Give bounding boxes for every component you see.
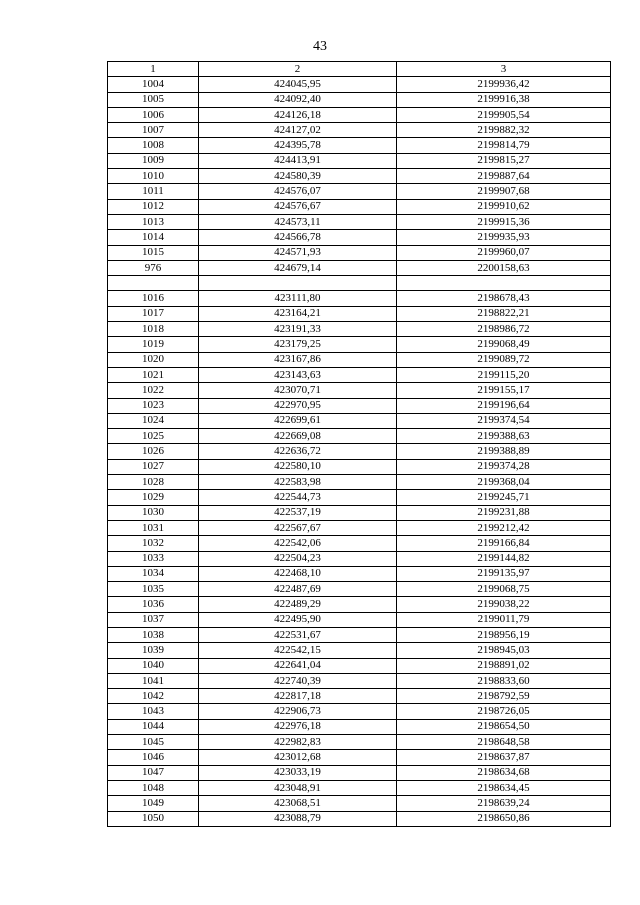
- table-row: [108, 735, 611, 750]
- x-coordinate-cell: 422669,08: [199, 429, 397, 444]
- table-row: [108, 689, 611, 704]
- y-coordinate-cell: 2199915,36: [397, 214, 611, 229]
- y-coordinate-cell: 2199135,97: [397, 566, 611, 581]
- x-coordinate-cell: [199, 276, 397, 291]
- table-row: [108, 337, 611, 352]
- y-coordinate-cell: 2198822,21: [397, 306, 611, 321]
- point-number-cell: 1008: [108, 138, 199, 153]
- point-number-cell: 1028: [108, 475, 199, 490]
- x-coordinate-cell: 424573,11: [199, 214, 397, 229]
- table-row: [108, 505, 611, 520]
- y-coordinate-cell: 2199068,75: [397, 582, 611, 597]
- x-coordinate-cell: 422906,73: [199, 704, 397, 719]
- table-row: [108, 260, 611, 275]
- x-coordinate-cell: 422504,23: [199, 551, 397, 566]
- column-header-2: 2: [199, 62, 397, 77]
- x-coordinate-cell: 424395,78: [199, 138, 397, 153]
- table-row: [108, 214, 611, 229]
- point-number-cell: 1011: [108, 184, 199, 199]
- point-number-cell: 1020: [108, 352, 199, 367]
- table-row: [108, 230, 611, 245]
- y-coordinate-cell: 2198650,86: [397, 811, 611, 826]
- x-coordinate-cell: 424679,14: [199, 260, 397, 275]
- table-row: [108, 719, 611, 734]
- x-coordinate-cell: 422699,61: [199, 413, 397, 428]
- point-number-cell: 1041: [108, 673, 199, 688]
- table-row: [108, 352, 611, 367]
- table-row: [108, 750, 611, 765]
- table-row: [108, 306, 611, 321]
- point-number-cell: 1040: [108, 658, 199, 673]
- table-row: [108, 490, 611, 505]
- y-coordinate-cell: 2199368,04: [397, 475, 611, 490]
- table-row: [108, 612, 611, 627]
- table-row: [108, 566, 611, 581]
- x-coordinate-cell: 422468,10: [199, 566, 397, 581]
- point-number-cell: 1018: [108, 322, 199, 337]
- x-coordinate-cell: 422740,39: [199, 673, 397, 688]
- table-row: [108, 765, 611, 780]
- x-coordinate-cell: 423191,33: [199, 322, 397, 337]
- table-row: [108, 796, 611, 811]
- point-number-cell: 976: [108, 260, 199, 275]
- x-coordinate-cell: 423167,86: [199, 352, 397, 367]
- y-coordinate-cell: 2199388,63: [397, 429, 611, 444]
- point-number-cell: 1010: [108, 169, 199, 184]
- point-number-cell: 1047: [108, 765, 199, 780]
- x-coordinate-cell: 422970,95: [199, 398, 397, 413]
- point-number-cell: 1034: [108, 566, 199, 581]
- point-number-cell: 1031: [108, 520, 199, 535]
- table-row: [108, 92, 611, 107]
- point-number-cell: 1043: [108, 704, 199, 719]
- x-coordinate-cell: 424576,07: [199, 184, 397, 199]
- point-number-cell: 1042: [108, 689, 199, 704]
- table-row: [108, 658, 611, 673]
- column-header-1: 1: [108, 62, 199, 77]
- x-coordinate-cell: 422542,15: [199, 643, 397, 658]
- point-number-cell: 1046: [108, 750, 199, 765]
- point-number-cell: 1027: [108, 459, 199, 474]
- table-row: [108, 398, 611, 413]
- table-row: [108, 123, 611, 138]
- table-row: [108, 383, 611, 398]
- point-number-cell: 1013: [108, 214, 199, 229]
- table-row: [108, 780, 611, 795]
- y-coordinate-cell: 2199935,93: [397, 230, 611, 245]
- y-coordinate-cell: 2199245,71: [397, 490, 611, 505]
- x-coordinate-cell: 423164,21: [199, 306, 397, 321]
- y-coordinate-cell: 2199038,22: [397, 597, 611, 612]
- y-coordinate-cell: 2199388,89: [397, 444, 611, 459]
- point-number-cell: 1026: [108, 444, 199, 459]
- y-coordinate-cell: 2199905,54: [397, 107, 611, 122]
- table-row: [108, 459, 611, 474]
- x-coordinate-cell: 422636,72: [199, 444, 397, 459]
- point-number-cell: 1012: [108, 199, 199, 214]
- point-number-cell: 1032: [108, 536, 199, 551]
- point-number-cell: 1035: [108, 582, 199, 597]
- table-row: [108, 582, 611, 597]
- table-row: [108, 184, 611, 199]
- y-coordinate-cell: 2199374,28: [397, 459, 611, 474]
- x-coordinate-cell: 422817,18: [199, 689, 397, 704]
- y-coordinate-cell: 2199115,20: [397, 367, 611, 382]
- point-number-cell: 1007: [108, 123, 199, 138]
- table-row: [108, 245, 611, 260]
- y-coordinate-cell: 2200158,63: [397, 260, 611, 275]
- page-number: 43: [313, 39, 327, 54]
- y-coordinate-cell: [397, 276, 611, 291]
- x-coordinate-cell: 423033,19: [199, 765, 397, 780]
- x-coordinate-cell: 424045,95: [199, 77, 397, 92]
- table-row: [108, 367, 611, 382]
- y-coordinate-cell: 2198792,59: [397, 689, 611, 704]
- point-number-cell: 1009: [108, 153, 199, 168]
- x-coordinate-cell: 424127,02: [199, 123, 397, 138]
- x-coordinate-cell: 423068,51: [199, 796, 397, 811]
- x-coordinate-cell: 422495,90: [199, 612, 397, 627]
- y-coordinate-cell: 2199155,17: [397, 383, 611, 398]
- table-row: [108, 520, 611, 535]
- x-coordinate-cell: 422583,98: [199, 475, 397, 490]
- table-body: [108, 77, 611, 827]
- y-coordinate-cell: 2198639,24: [397, 796, 611, 811]
- point-number-cell: 1024: [108, 413, 199, 428]
- y-coordinate-cell: 2199068,49: [397, 337, 611, 352]
- point-number-cell: 1037: [108, 612, 199, 627]
- table-row: [108, 77, 611, 92]
- table-row: [108, 276, 611, 291]
- x-coordinate-cell: 422537,19: [199, 505, 397, 520]
- y-coordinate-cell: 2199089,72: [397, 352, 611, 367]
- point-number-cell: 1016: [108, 291, 199, 306]
- y-coordinate-cell: 2198678,43: [397, 291, 611, 306]
- x-coordinate-cell: 422580,10: [199, 459, 397, 474]
- x-coordinate-cell: 424126,18: [199, 107, 397, 122]
- y-coordinate-cell: 2198833,60: [397, 673, 611, 688]
- x-coordinate-cell: 422489,29: [199, 597, 397, 612]
- y-coordinate-cell: 2198945,03: [397, 643, 611, 658]
- table-row: [108, 153, 611, 168]
- point-number-cell: 1023: [108, 398, 199, 413]
- table-row: [108, 627, 611, 642]
- x-coordinate-cell: 423179,25: [199, 337, 397, 352]
- point-number-cell: 1030: [108, 505, 199, 520]
- y-coordinate-cell: 2199231,88: [397, 505, 611, 520]
- point-number-cell: 1044: [108, 719, 199, 734]
- table-row: [108, 322, 611, 337]
- point-number-cell: 1050: [108, 811, 199, 826]
- y-coordinate-cell: 2199960,07: [397, 245, 611, 260]
- table-header-row: [108, 62, 611, 77]
- y-coordinate-cell: 2199166,84: [397, 536, 611, 551]
- y-coordinate-cell: 2198654,50: [397, 719, 611, 734]
- table-row: [108, 429, 611, 444]
- point-number-cell: 1025: [108, 429, 199, 444]
- y-coordinate-cell: 2198634,68: [397, 765, 611, 780]
- y-coordinate-cell: 2198891,02: [397, 658, 611, 673]
- table-row: [108, 444, 611, 459]
- point-number-cell: 1005: [108, 92, 199, 107]
- y-coordinate-cell: 2199887,64: [397, 169, 611, 184]
- table-row: [108, 597, 611, 612]
- point-number-cell: 1014: [108, 230, 199, 245]
- table-row: [108, 138, 611, 153]
- table-row: [108, 536, 611, 551]
- y-coordinate-cell: 2199916,38: [397, 92, 611, 107]
- point-number-cell: 1022: [108, 383, 199, 398]
- x-coordinate-cell: 424580,39: [199, 169, 397, 184]
- y-coordinate-cell: 2198726,05: [397, 704, 611, 719]
- point-number-cell: 1021: [108, 367, 199, 382]
- x-coordinate-cell: 422976,18: [199, 719, 397, 734]
- x-coordinate-cell: 422641,04: [199, 658, 397, 673]
- x-coordinate-cell: 423048,91: [199, 780, 397, 795]
- point-number-cell: 1038: [108, 627, 199, 642]
- x-coordinate-cell: 423012,68: [199, 750, 397, 765]
- x-coordinate-cell: 422542,06: [199, 536, 397, 551]
- point-number-cell: 1017: [108, 306, 199, 321]
- y-coordinate-cell: 2198648,58: [397, 735, 611, 750]
- table-row: [108, 704, 611, 719]
- table-row: [108, 551, 611, 566]
- y-coordinate-cell: 2199814,79: [397, 138, 611, 153]
- table-row: [108, 643, 611, 658]
- x-coordinate-cell: 424413,91: [199, 153, 397, 168]
- y-coordinate-cell: 2199936,42: [397, 77, 611, 92]
- x-coordinate-cell: 422487,69: [199, 582, 397, 597]
- point-number-cell: 1006: [108, 107, 199, 122]
- table-row: [108, 811, 611, 826]
- table-row: [108, 169, 611, 184]
- point-number-cell: 1033: [108, 551, 199, 566]
- table-row: [108, 413, 611, 428]
- point-number-cell: [108, 276, 199, 291]
- x-coordinate-cell: 422982,83: [199, 735, 397, 750]
- y-coordinate-cell: 2199910,62: [397, 199, 611, 214]
- x-coordinate-cell: 423143,63: [199, 367, 397, 382]
- y-coordinate-cell: 2199907,68: [397, 184, 611, 199]
- table-row: [108, 199, 611, 214]
- x-coordinate-cell: 423111,80: [199, 291, 397, 306]
- x-coordinate-cell: 424571,93: [199, 245, 397, 260]
- y-coordinate-cell: 2199882,32: [397, 123, 611, 138]
- table-row: [108, 475, 611, 490]
- x-coordinate-cell: 424092,40: [199, 92, 397, 107]
- x-coordinate-cell: 422544,73: [199, 490, 397, 505]
- point-number-cell: 1045: [108, 735, 199, 750]
- coordinates-table: [107, 61, 611, 827]
- x-coordinate-cell: 423088,79: [199, 811, 397, 826]
- x-coordinate-cell: 424566,78: [199, 230, 397, 245]
- x-coordinate-cell: 422531,67: [199, 627, 397, 642]
- x-coordinate-cell: 423070,71: [199, 383, 397, 398]
- y-coordinate-cell: 2199011,79: [397, 612, 611, 627]
- y-coordinate-cell: 2199374,54: [397, 413, 611, 428]
- x-coordinate-cell: 424576,67: [199, 199, 397, 214]
- y-coordinate-cell: 2198634,45: [397, 780, 611, 795]
- y-coordinate-cell: 2199144,82: [397, 551, 611, 566]
- y-coordinate-cell: 2198956,19: [397, 627, 611, 642]
- column-header-3: 3: [397, 62, 611, 77]
- table-row: [108, 291, 611, 306]
- y-coordinate-cell: 2198637,87: [397, 750, 611, 765]
- point-number-cell: 1015: [108, 245, 199, 260]
- point-number-cell: 1029: [108, 490, 199, 505]
- table-row: [108, 673, 611, 688]
- point-number-cell: 1039: [108, 643, 199, 658]
- point-number-cell: 1048: [108, 780, 199, 795]
- table-row: [108, 107, 611, 122]
- point-number-cell: 1019: [108, 337, 199, 352]
- y-coordinate-cell: 2199815,27: [397, 153, 611, 168]
- y-coordinate-cell: 2199212,42: [397, 520, 611, 535]
- point-number-cell: 1049: [108, 796, 199, 811]
- point-number-cell: 1004: [108, 77, 199, 92]
- y-coordinate-cell: 2199196,64: [397, 398, 611, 413]
- y-coordinate-cell: 2198986,72: [397, 322, 611, 337]
- point-number-cell: 1036: [108, 597, 199, 612]
- x-coordinate-cell: 422567,67: [199, 520, 397, 535]
